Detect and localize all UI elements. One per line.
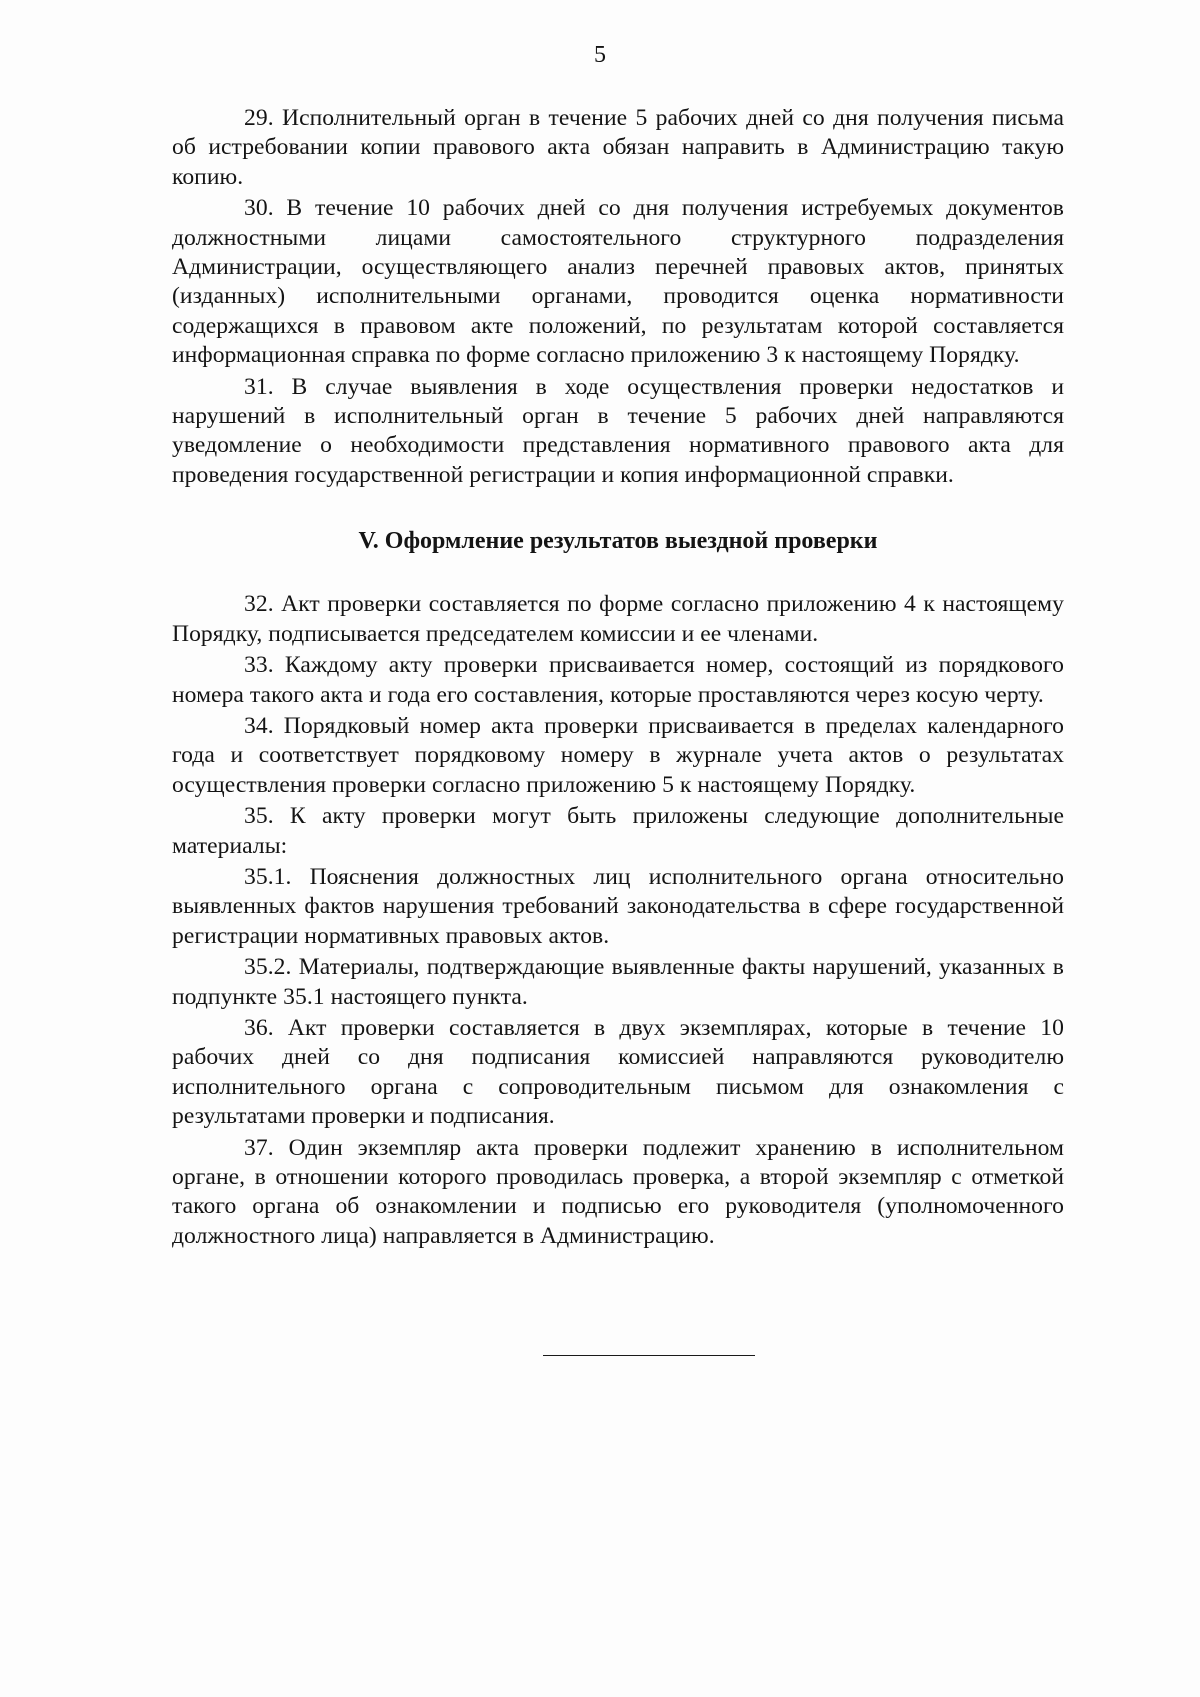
paragraph-35-1: 35.1. Пояснения должностных лиц исполнительного органа относительно выявленных фактов нарушения требований законодательства в сфере государственной регистрации нормативных правовых актов.	[172, 863, 1064, 949]
closing-divider	[543, 1355, 755, 1356]
paragraph-31: 31. В случае выявления в ходе осуществления проверки недостатков и нарушений в исполнительный орган в течение 5 рабочих дней направляются уведомление о необходимости представления нормативного правового акта для проведения государственной регистрации и копия информационной справки.	[172, 373, 1064, 488]
paragraph-29: 29. Исполнительный орган в течение 5 рабочих дней со дня получения письма об истребовании копии правового акта обязан направить в Администрацию такую копию.	[172, 105, 1064, 190]
paragraph-30: 30. В течение 10 рабочих дней со дня получения истребуемых документов должностными лицами самостоятельного структурного подразделения Администрации, осуществляющего анализ перечней правовых актов, принятых (изданных) исполнительными органами, проводится оценка нормативности содержащихся в правовом акте положений, по результатам которой составляется информационная справка по форме согласно приложению 3 к настоящему Порядку.	[172, 195, 1064, 369]
paragraph-33: 33. Каждому акту проверки присваивается номер, состоящий из порядкового номера такого акта и года его составления, которые проставляются через косую черту.	[172, 652, 1064, 708]
paragraph-36: 36. Акт проверки составляется в двух экземплярах, которые в течение 10 рабочих дней со дня подписания комиссией направляются руководителю исполнительного органа с сопроводительным письмом для ознакомления с результатами проверки и подписания.	[172, 1014, 1064, 1130]
paragraph-35-2: 35.2. Материалы, подтверждающие выявленные факты нарушений, указанных в подпункте 35.1 настоящего пункта.	[172, 954, 1064, 1010]
document-body	[172, 104, 1064, 1253]
page-number: 5	[594, 42, 606, 68]
paragraph-35: 35. К акту проверки могут быть приложены следующие дополнительные материалы:	[172, 803, 1064, 859]
section-heading: V. Оформление результатов выездной проверки	[358, 528, 878, 555]
paragraph-37: 37. Один экземпляр акта проверки подлежит хранению в исполнительном органе, в отношении которого проводилась проверка, а второй экземпляр с отметкой такого органа об ознакомлении и подписью его руководителя (уполномоченного должностного лица) направляется в Администрацию.	[172, 1134, 1064, 1249]
paragraph-34: 34. Порядковый номер акта проверки присваивается в пределах календарного года и соответствует порядковому номеру в журнале учета актов о результатах осуществления проверки согласно приложению 5 к настоящему Порядку.	[172, 712, 1064, 798]
paragraph-32: 32. Акт проверки составляется по форме согласно приложению 4 к настоящему Порядку, подписывается председателем комиссии и ее членами.	[172, 591, 1064, 647]
